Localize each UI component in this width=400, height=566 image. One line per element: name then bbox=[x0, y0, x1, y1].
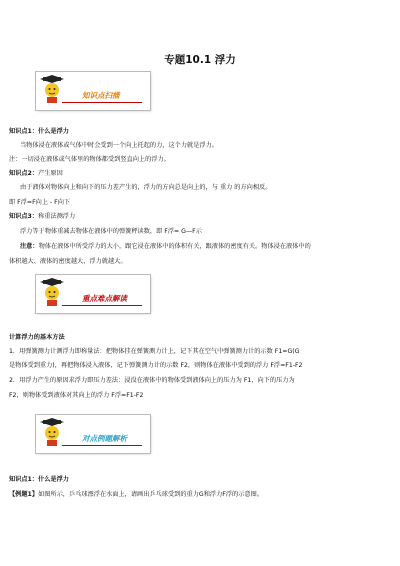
formula: 即 F浮=F向上 - F向下 bbox=[9, 199, 71, 206]
method-line: 2．用浮力产生的原因求浮力即压力差法：浸没在液体中的物体受到液体向上的压力为 F1，向下的压力为 bbox=[9, 377, 295, 384]
section-heading: 计算浮力的基本方法 bbox=[9, 334, 65, 341]
example-tag: 【例题1】 bbox=[9, 491, 39, 498]
note-text: 物体在液体中所受浮力的大小，跟它浸在液体中的体积有关，跟液体的密度有关。物体浸在液体中的 bbox=[38, 243, 311, 250]
section-badge-examples bbox=[36, 415, 150, 453]
badge-label: 对点例题解析 bbox=[82, 434, 127, 443]
graduate-mascot-icon bbox=[40, 75, 64, 103]
graduate-mascot-icon bbox=[40, 418, 64, 446]
heading-text: 产生原因 bbox=[38, 170, 63, 177]
section-heading: 知识点1：什么是浮力 bbox=[9, 128, 69, 135]
section-heading: 知识点1：什么是浮力 bbox=[9, 476, 69, 483]
badge-label: 重点难点解读 bbox=[82, 294, 127, 303]
badge-label: 知识点扫描 bbox=[82, 91, 120, 100]
badge-underline bbox=[62, 445, 142, 446]
method-line: 是物体受到重力)，再把物体浸入液体，记下弹簧测力计的示数 F2，则物体在液体中受到的浮力 F浮=F1-F2 bbox=[9, 362, 303, 369]
method-line: F2，则物体受到液体对其向上的浮力 F浮=F1-F2 bbox=[9, 392, 144, 399]
section-heading bbox=[9, 213, 75, 221]
heading-prefix: 知识点2： bbox=[9, 170, 39, 177]
paragraph: 当物体浸在液体或气体中时会受到一个向上托起的力，这个力就是浮力。 bbox=[20, 142, 218, 149]
paragraph-continued: 体积越大、液体的密度越大，浮力就越大。 bbox=[9, 258, 127, 265]
example-line bbox=[9, 491, 263, 499]
heading-prefix: 知识点3： bbox=[9, 213, 39, 220]
badge-underline bbox=[62, 102, 142, 103]
badge-underline bbox=[62, 305, 142, 306]
section-badge-key-points bbox=[36, 275, 150, 313]
heading-text: 称重法测浮力 bbox=[38, 213, 76, 220]
note-label: 注意： bbox=[20, 243, 39, 250]
note: 注：一切浸在液体或气体里的物体都受到竖直向上的浮力。 bbox=[9, 156, 170, 163]
method-line: 1．用弹簧测力计测浮力即称量法：把物体挂在弹簧测力计上，记下其在空气中弹簧测力计的示数 F1=G(G bbox=[9, 348, 300, 355]
section-heading bbox=[9, 170, 63, 178]
paragraph: 浮力等于物体重减去物体在液体中的弹簧秤读数，即 F浮= G—F示 bbox=[20, 228, 202, 235]
section-badge-knowledge-scan bbox=[36, 72, 150, 110]
paragraph bbox=[20, 243, 311, 251]
example-text: 如图所示，乒乓球漂浮在水面上，请画出乒乓球受到的重力G和浮力F浮的示意图。 bbox=[38, 491, 263, 498]
paragraph: 由于液体对物体向上和向下的压力差产生的，浮力的方向总是向上的，与 重力 的方向相反。 bbox=[20, 184, 272, 191]
page-title: 专题10.1 浮力 bbox=[164, 54, 236, 66]
graduate-mascot-icon bbox=[40, 278, 64, 306]
